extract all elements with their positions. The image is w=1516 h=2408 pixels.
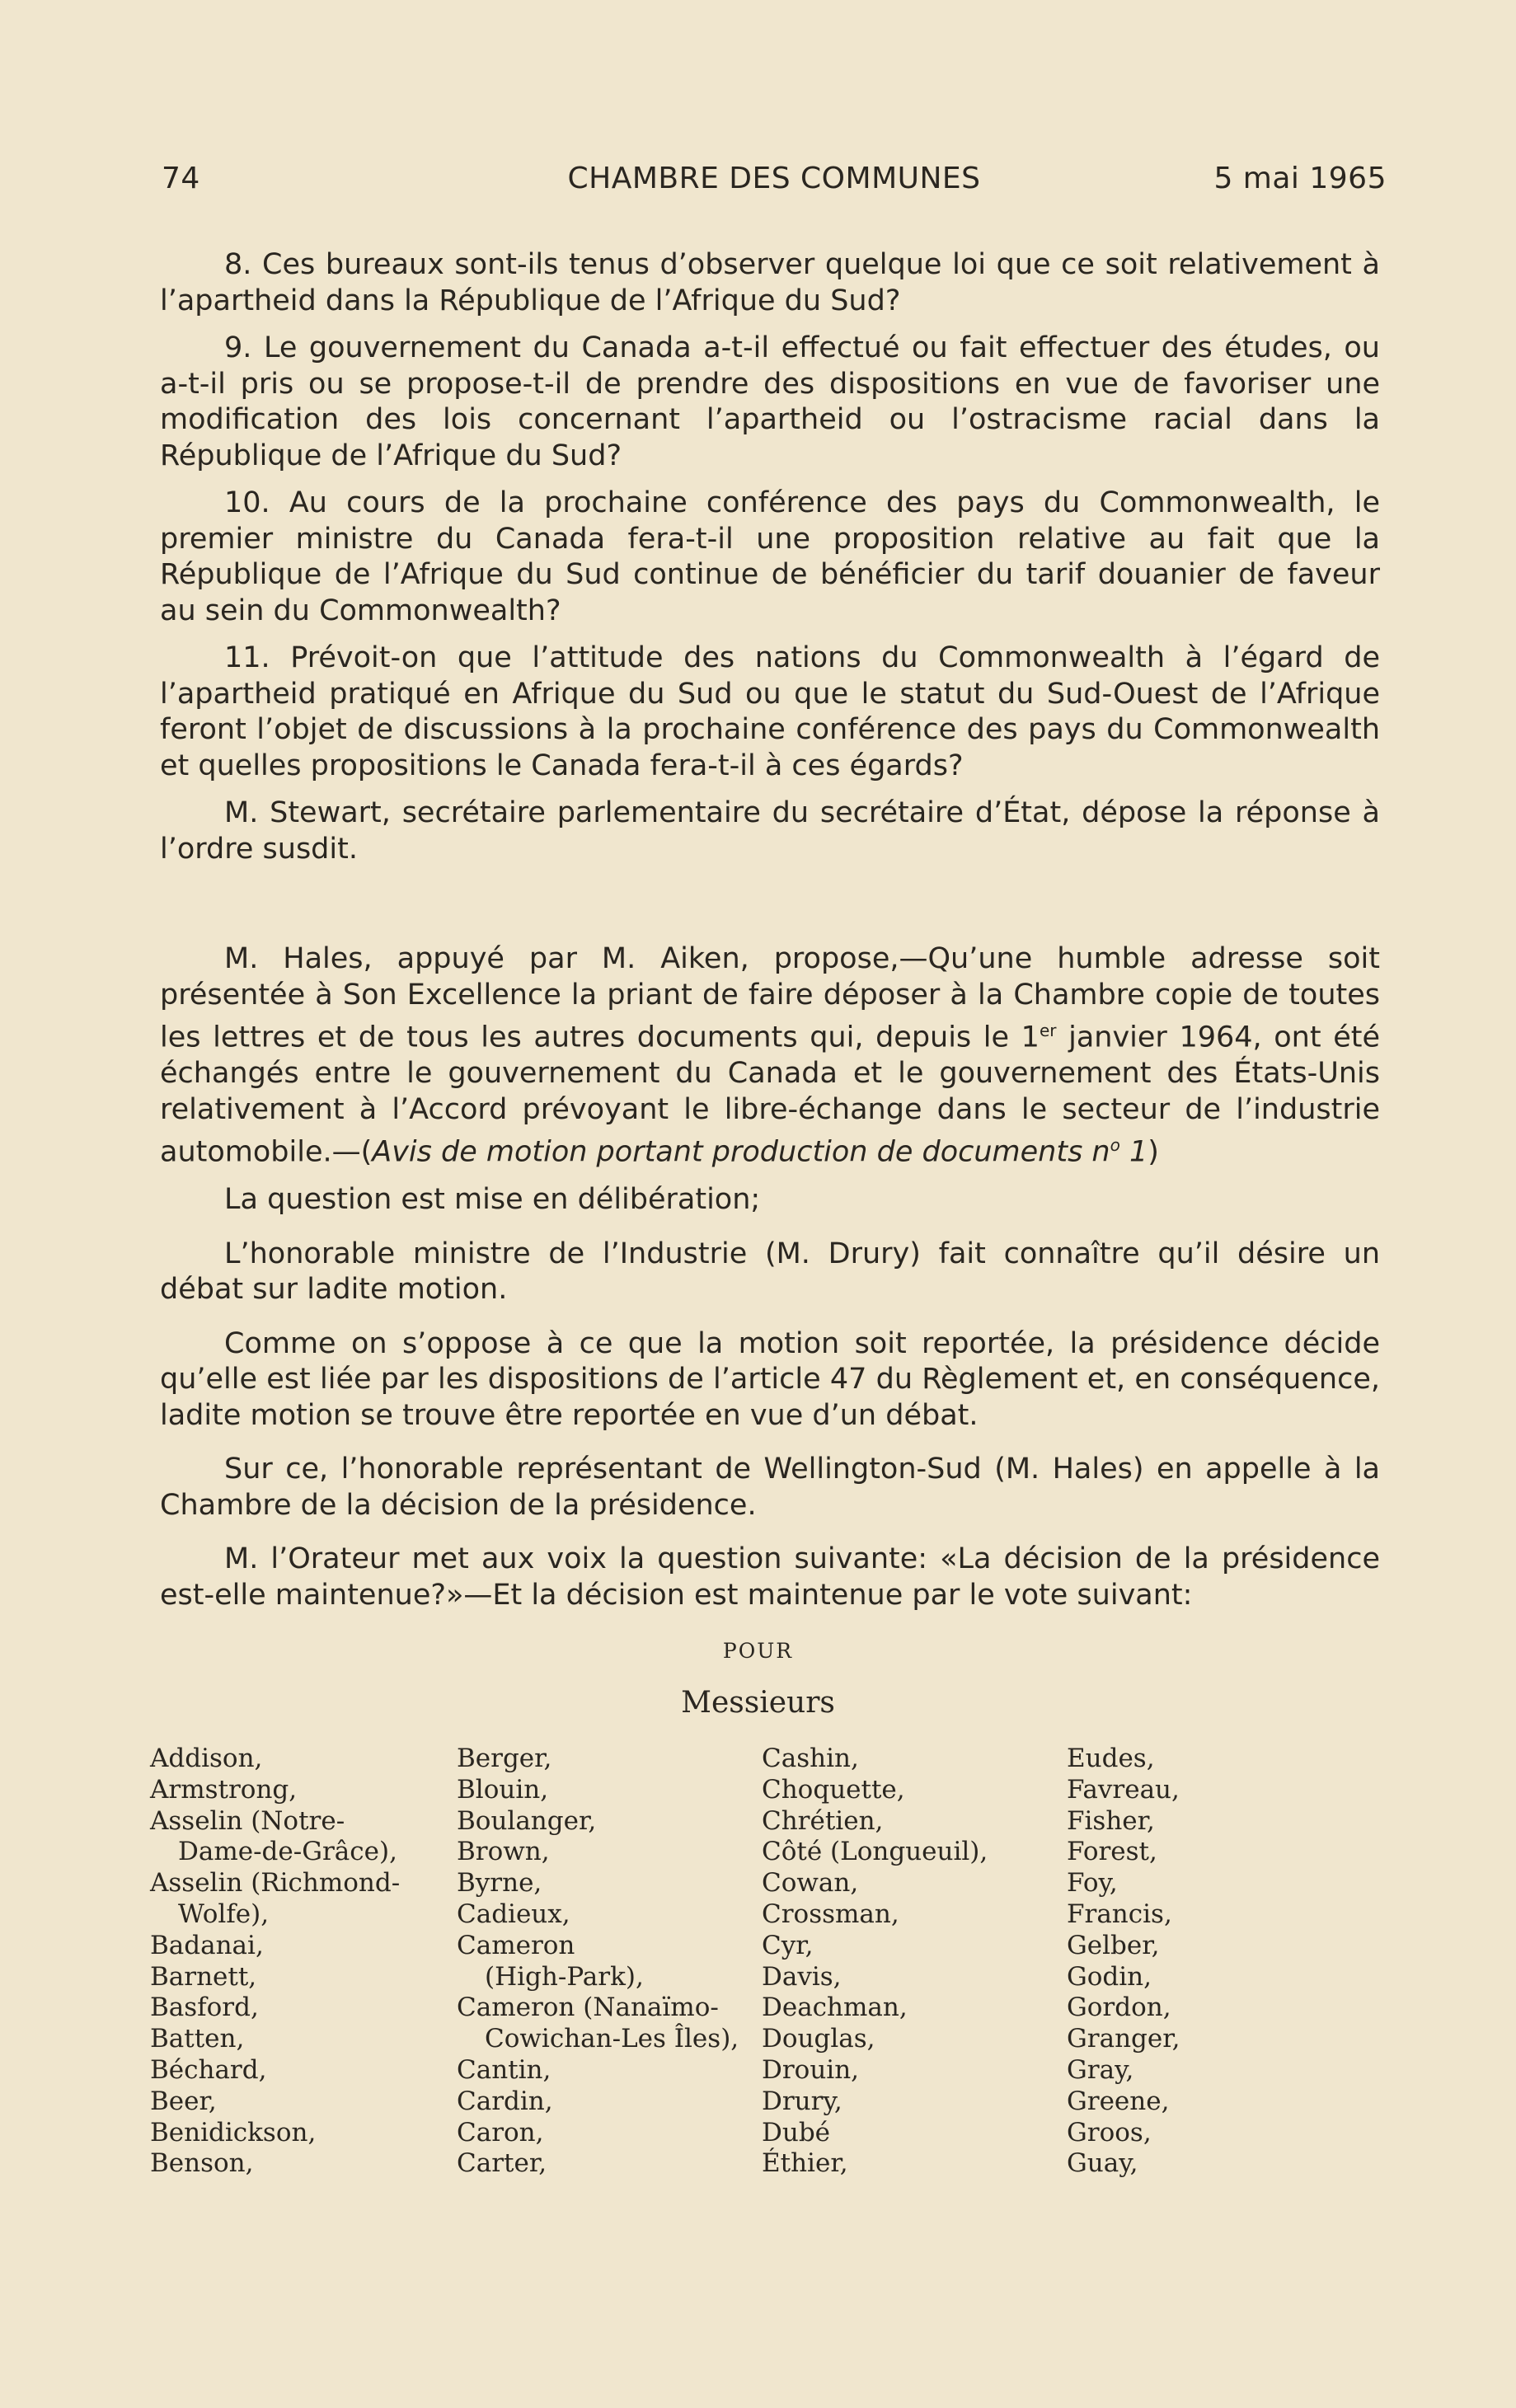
name-item: Blouin,: [457, 1774, 549, 1805]
name-item: Choquette,: [762, 1774, 905, 1805]
question-9: 9. Le gouvernement du Canada a-t-il effectué ou fait effectuer des études, ou a-t-il pris ou se propose-t-il de prendre des dispositions en vue de favoriser une modification des lois concernant l’apartheid ou l’ostracisme racial dans la République de l’Afrique du Sud?: [160, 331, 1380, 472]
name-item: Dubé: [762, 2117, 831, 2147]
appeal-paragraph: Sur ce, l’honorable représentant de Wellington-Sud (M. Hales) en appelle à la Chambre de la décision de la présidence.: [160, 1453, 1380, 1522]
name-item: Gray,: [1067, 2054, 1134, 2085]
name-item: Batten,: [150, 2024, 245, 2054]
name-item: Eudes,: [1067, 1744, 1155, 1773]
motion-sup-a: er: [1039, 1021, 1057, 1040]
name-item: Benidickson,: [150, 2117, 317, 2147]
name-item: Forest,: [1067, 1837, 1157, 1867]
name-item: Cameron: [457, 1930, 575, 1960]
motion-paragraph: [160, 941, 1380, 1171]
names-column-3: [762, 1744, 1075, 2180]
name-item: Wolfe),: [178, 1899, 270, 1929]
question-8: 8. Ces bureaux sont-ils tenus d’observer quelque loi que ce soit relativement à l’apartheid dans la République de l’Afrique du Sud?: [160, 248, 1380, 317]
name-item: Chrétien,: [762, 1805, 884, 1836]
question-10: 10. Au cours de la prochaine conférence des pays du Commonwealth, le premier ministre du Canada fera-t-il une proposition relative au fait que la République de l’Afrique du Sud continue de bénéficier du tarif douanier de faveur au sein du Commonwealth?: [160, 486, 1380, 627]
name-item: Asselin (Notre-: [150, 1805, 345, 1836]
motion-sup-b: o: [1110, 1135, 1120, 1156]
name-item: Greene,: [1067, 2086, 1170, 2116]
name-item: Benson,: [150, 2148, 254, 2179]
name-item: Asselin (Richmond-: [150, 1868, 401, 1899]
name-item: Cowan,: [762, 1868, 859, 1899]
answer-paragraph: M. Stewart, secrétaire parlementaire du secrétaire d’État, dépose la réponse à l’ordre susdit.: [160, 796, 1380, 866]
vote-label: POUR: [722, 1639, 794, 1663]
names-list: [150, 1744, 1436, 2189]
question-11: 11. Prévoit-on que l’attitude des nations du Commonwealth à l’égard de l’apartheid pratiqué en Afrique du Sud ou que le statut du Sud-Ouest de l’Afrique feront l’objet de discussions à la prochaine conférence des pays du Commonwealth et quelles propositions le Canada fera-t-il à ces égards?: [160, 641, 1380, 782]
name-item: Cantin,: [457, 2054, 551, 2085]
names-column-2: [457, 1744, 770, 2180]
motion-italic: Avis de motion portant production de documents n: [372, 1135, 1110, 1169]
name-item: Fisher,: [1067, 1805, 1155, 1836]
name-item: Brown,: [457, 1837, 550, 1867]
name-item: Godin,: [1067, 1961, 1152, 1992]
page-number: 74: [162, 162, 200, 195]
name-item: Cameron (Nanaïmo-: [457, 1993, 719, 2023]
name-item: Armstrong,: [150, 1774, 298, 1805]
motion-text-a: M. Hales, appuyé par M. Aiken, propose,—Qu’une humble adresse soit présentée à Son Excellence la priant de faire déposer à la Chambre copie de toutes les lettres et de tous les autres documents qui, depuis le 1: [160, 942, 1380, 1054]
name-item: Boulanger,: [457, 1805, 597, 1836]
page-title: CHAMBRE DES COMMUNES: [567, 162, 981, 195]
motion-text-b: janvier 1964, ont été échangés entre le gouvernement du Canada et le gouvernement des États-Unis relativement à l’Accord prévoyant le libre-échange dans le secteur de l’industrie automobile.—(: [160, 1021, 1380, 1169]
vote-subtitle: Messieurs: [681, 1686, 835, 1720]
name-item: Douglas,: [762, 2024, 875, 2054]
name-item: Davis,: [762, 1961, 842, 1992]
name-item: Deachman,: [762, 1993, 908, 2023]
name-item: Francis,: [1067, 1899, 1172, 1929]
name-item: Barnett,: [150, 1961, 257, 1992]
name-item: Addison,: [150, 1744, 263, 1773]
name-item: Guay,: [1067, 2148, 1138, 2179]
page-date: 5 mai 1965: [1213, 162, 1387, 195]
name-item: Granger,: [1067, 2024, 1180, 2054]
name-item: Byrne,: [457, 1868, 542, 1899]
debate-paragraph: L’honorable ministre de l’Industrie (M. Drury) fait connaître qu’il désire un débat sur ladite motion.: [160, 1237, 1380, 1307]
name-item: Basford,: [150, 1993, 259, 2023]
name-item: Foy,: [1067, 1868, 1118, 1899]
document-body: [160, 247, 1380, 1631]
name-item: Badanai,: [150, 1930, 264, 1960]
name-item: (High-Park),: [485, 1961, 644, 1992]
name-item: Crossman,: [762, 1899, 899, 1929]
name-item: Cowichan-Les Îles),: [485, 2024, 739, 2054]
name-item: Côté (Longueuil),: [762, 1837, 988, 1867]
name-item: Beer,: [150, 2086, 217, 2116]
motion-italic-end: 1: [1119, 1135, 1148, 1169]
name-item: Béchard,: [150, 2054, 267, 2085]
names-column-4: [1067, 1744, 1380, 2180]
name-item: Berger,: [457, 1744, 552, 1773]
name-item: Groos,: [1067, 2117, 1152, 2147]
name-item: Cyr,: [762, 1930, 814, 1960]
name-item: Cadieux,: [457, 1899, 570, 1929]
name-item: Gelber,: [1067, 1930, 1160, 1960]
page-header: [162, 162, 1387, 211]
presidency-paragraph: Comme on s’oppose à ce que la motion soit reportée, la présidence décide qu’elle est liée par les dispositions de l’article 47 du Règlement et, en conséquence, ladite motion se trouve être reportée en vue d’un débat.: [160, 1326, 1380, 1432]
motion-text-c: ): [1148, 1135, 1159, 1169]
name-item: Drury,: [762, 2086, 842, 2116]
names-column-1: [150, 1744, 463, 2180]
name-item: Cashin,: [762, 1744, 859, 1773]
name-item: Drouin,: [762, 2054, 860, 2085]
name-item: Éthier,: [762, 2148, 848, 2179]
name-item: Caron,: [457, 2117, 544, 2147]
deliberation-paragraph: La question est mise en délibération;: [224, 1183, 761, 1217]
name-item: Cardin,: [457, 2086, 553, 2116]
name-item: Gordon,: [1067, 1993, 1171, 2023]
name-item: Favreau,: [1067, 1774, 1180, 1805]
name-item: Dame-de-Grâce),: [178, 1837, 397, 1867]
vote-paragraph: M. l’Orateur met aux voix la question suivante: «La décision de la présidence est-elle maintenue?»—Et la décision est maintenue par le vote suivant:: [160, 1542, 1380, 1612]
name-item: Carter,: [457, 2148, 547, 2179]
